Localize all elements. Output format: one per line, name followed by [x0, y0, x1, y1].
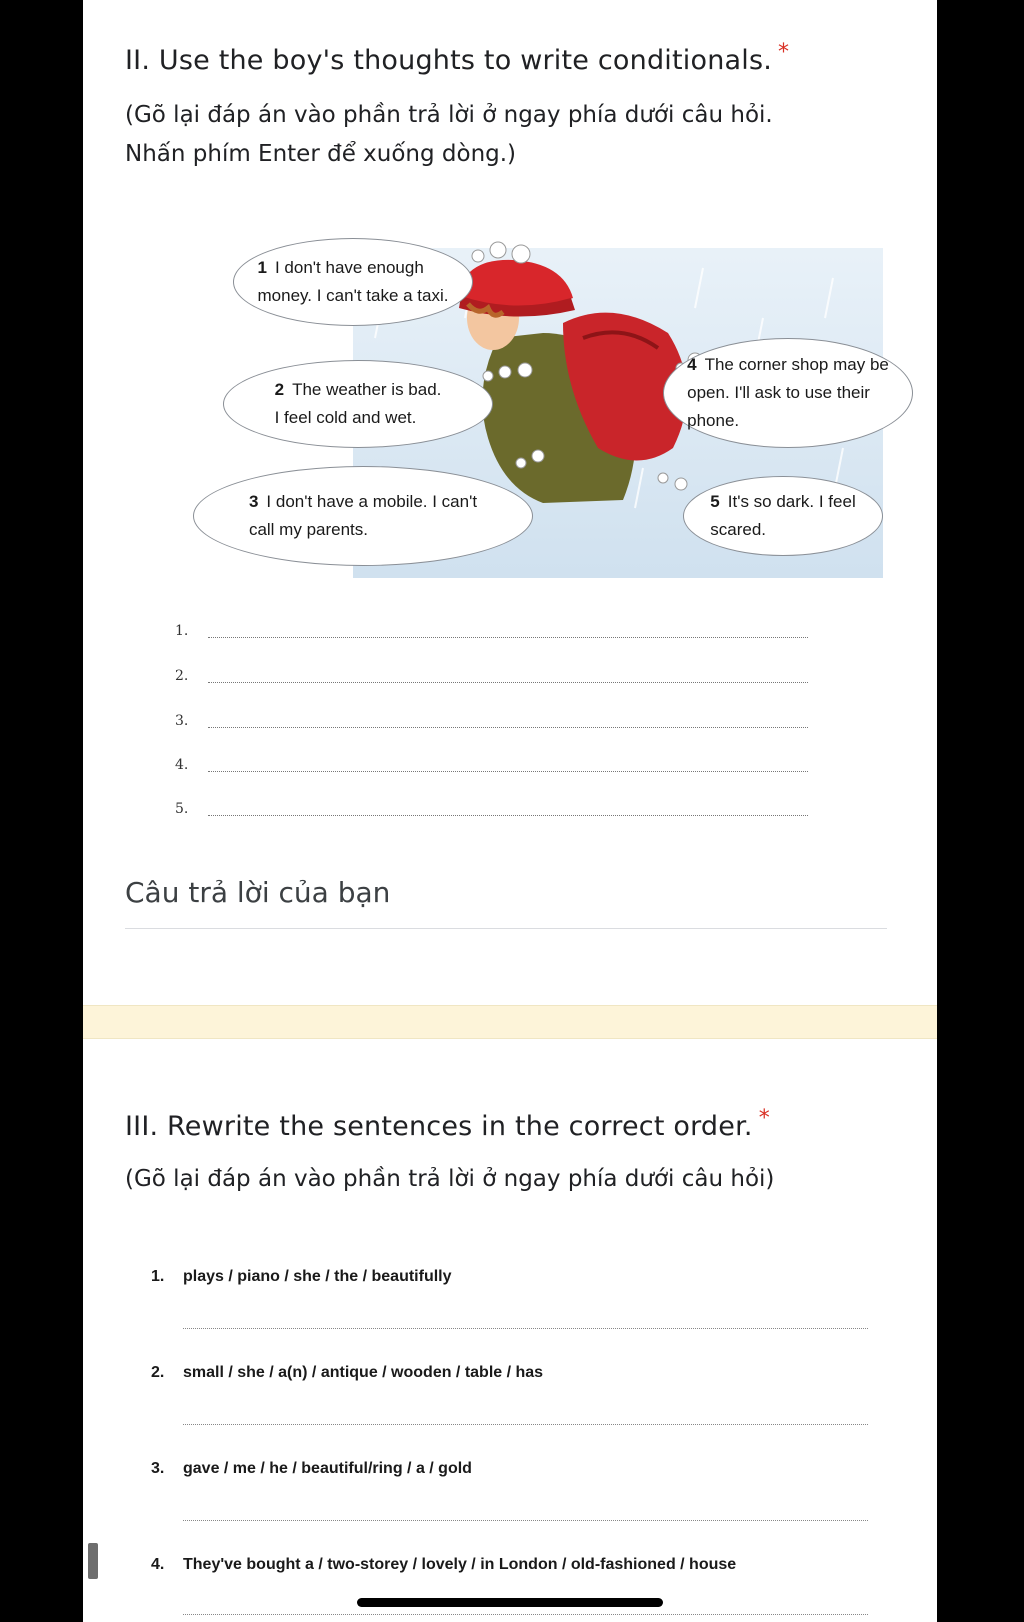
answer-input-underline — [125, 928, 887, 929]
question-2-instruction: (Gõ lại đáp án vào phần trả lời ở ngay phía dưới câu hỏi. Nhấn phím Enter để xuống dòng.) — [125, 102, 773, 167]
rewrite-blank-4 — [183, 1614, 868, 1615]
rewrite-blank-1 — [183, 1328, 868, 1329]
home-indicator[interactable] — [357, 1598, 663, 1607]
thought-bubble-1: 1 I don't have enough money. I can't take a taxi. — [233, 238, 473, 326]
rewrite-blank-2 — [183, 1424, 868, 1425]
rewrite-item-1: 1. plays / piano / she / the / beautifully — [151, 1268, 452, 1285]
answer-blank-5: 5. — [83, 801, 783, 821]
section-divider — [83, 1005, 937, 1039]
question-3-instruction: (Gõ lại đáp án vào phần trả lời ở ngay phía dưới câu hỏi) — [125, 1166, 775, 1192]
rewrite-item-2: 2. small / she / a(n) / antique / wooden / table / has — [151, 1364, 544, 1381]
thought-bubble-2: 2 The weather is bad. I feel cold and wet. — [223, 360, 493, 448]
thought-bubble-5: 5 It's so dark. I feel scared. — [683, 476, 883, 556]
required-mark: * — [758, 1106, 770, 1131]
answer-blank-1: 1. — [83, 623, 783, 643]
answer-input[interactable]: Câu trả lời của bạn — [125, 876, 391, 909]
answer-blank-3: 3. — [83, 713, 783, 733]
form-page — [83, 0, 937, 1622]
rewrite-blank-3 — [183, 1520, 868, 1521]
required-mark: * — [778, 40, 790, 65]
answer-blank-4: 4. — [83, 757, 783, 777]
question-2-title: II. Use the boy's thoughts to write conditionals. * — [125, 40, 790, 76]
answer-blank-2: 2. — [83, 668, 783, 688]
scrollbar-thumb[interactable] — [88, 1543, 98, 1579]
question-3-title: III. Rewrite the sentences in the correct order. * — [125, 1106, 770, 1142]
thought-bubble-4: 4 The corner shop may be open. I'll ask to use their phone. — [663, 338, 913, 448]
rewrite-item-3: 3. gave / me / he / beautiful/ring / a / gold — [151, 1460, 472, 1477]
thought-bubble-3: 3 I don't have a mobile. I can't call my parents. — [193, 466, 533, 566]
boy-thoughts-illustration — [143, 238, 889, 593]
rewrite-item-4: 4. They've bought a / two-storey / lovely / in London / old-fashioned / house — [151, 1556, 737, 1573]
